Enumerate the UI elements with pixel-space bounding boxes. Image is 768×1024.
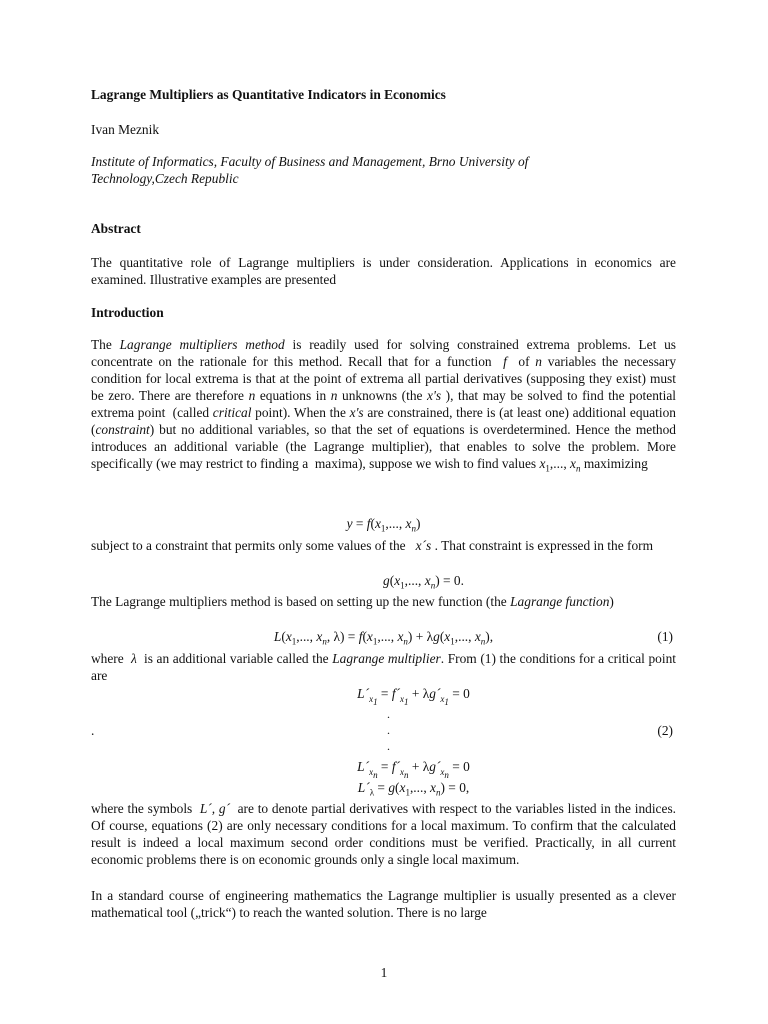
- ellipsis-dot-1: .: [387, 707, 390, 721]
- equation-2-number: (2): [657, 723, 673, 738]
- abstract-text: The quantitative role of Lagrange multipliers is under consideration. Applications in economics are examined. Illustrative examples are presented: [91, 255, 676, 287]
- ellipsis-dot-left: .: [91, 723, 95, 738]
- constraint-paragraph: subject to a constraint that permits only some values of the x´s . That constraint is expressed in the form: [91, 538, 654, 553]
- page-number: 1: [380, 965, 388, 980]
- equation-2-nth: $L´_{x_n}$ = $f´_{x_n}$ + $\lambda g´_{x_n} = 0$: [357, 759, 470, 780]
- critical-point-paragraph: where λ is an additional variable called the Lagrange multiplier. From (1) the conditions for a critical point are: [91, 651, 677, 683]
- ellipsis-dot-3: .: [387, 739, 390, 753]
- equation-2-first: $L´_{x_1}$ = $f´_{x_1}$ + $\lambda g´_{x_1} = 0$: [357, 686, 470, 707]
- partial-derivatives-paragraph: where the symbols L´, g´ are to denote partial derivatives with respect to the variables listed in the indices. Of course, equations (2) are only necessary conditions for a local maximum. To confirm that the calculated result is indeed a local maximum second order conditions must be verified. Practically, in all current economic problems there is on economic grounds only a single local maximum.: [91, 801, 677, 867]
- engineering-paragraph: In a standard course of engineering mathematics the Lagrange multiplier is usually presented as a clever mathematical tool („trick“) to reach the wanted solution. There is no large: [91, 888, 676, 920]
- lagrange-function-paragraph: The Lagrange multipliers method is based on setting up the new function (the Lagrange function): [91, 594, 614, 609]
- equation-2-lambda: $L´_\lambda = g(x_1$,..., $x_n) = 0$,: [357, 780, 470, 798]
- author-name: Ivan Meznik: [91, 122, 160, 137]
- equation-1-number: (1): [657, 629, 673, 644]
- introduction-heading: Introduction: [91, 305, 164, 320]
- equation-constraint: $g(x_1$,..., $x_n) = 0$.: [383, 573, 464, 591]
- abstract-heading: Abstract: [91, 221, 141, 236]
- equation-objective: $y = f(x_1$,..., $x_n$): [346, 516, 421, 534]
- intro-paragraph-1: The Lagrange multipliers method is readily used for solving constrained extrema problems. Let us concentrate on the rationale for this method. Recall that for a function f of n variables the necessary condition for local extrema is that at the point of extrema all partial derivatives (supposing they exist) must be zero. There are therefore n equations in n unknowns (the x's ), that may be solved to find the potential extrema point (called critical point). When the x's are constrained, there is (at least one) additional equation (constraint) but no additional variables, so that the set of equations is overdetermined. Hence the method introduces an additional variable (the Lagrange multiplier), that enables to solve the problem. More specifically (we may restrict to finding a maxima), suppose we wish to find values $x_1$,..., $x_n$ maximizing: [91, 337, 677, 474]
- equation-1: $L(x_1$,..., $x_n$, $\lambda) = f(x_1$,..., $x_n) + \lambda g(x_1$,..., $x_n$),: [273, 629, 494, 647]
- paper-title: Lagrange Multipliers as Quantitative Indicators in Economics: [91, 87, 446, 102]
- ellipsis-dot-2: .: [387, 723, 390, 737]
- author-affiliation: Institute of Informatics, Faculty of Business and Management, Brno University of Technology,Czech Republic: [91, 154, 529, 186]
